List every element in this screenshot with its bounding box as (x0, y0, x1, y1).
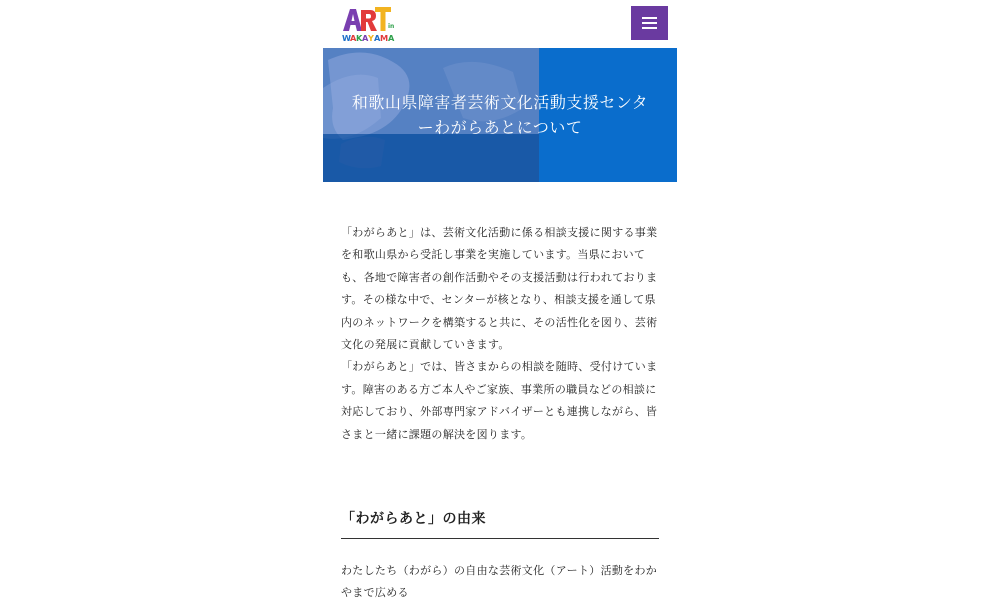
art-in-wakayama-logo-icon (341, 5, 399, 43)
intro-paragraph-1: 「わがらあと」は、芸術文化活動に係る相談支援に関する事業を和歌山県から受託し事業を実施しています。当県においても、各地で障害者の創作活動やその支援活動は行われております。その様な中で、センターが核となり、相談支援を通して県内のネットワークを構築すると共に、その活性化を図り、芸術文化の発展に貢献していきます。 (341, 226, 658, 352)
svg-text:in: in (388, 23, 395, 30)
page-title-line2: ーわがらあとについて (417, 118, 583, 137)
svg-text:A: A (374, 33, 381, 43)
intro-paragraph-2: 「わがらあと」では、皆さまからの相談を随時、受付けています。障害のある方ご本人やご家族、事業所の職員などの相談に対応しており、外部専門家アドバイザーとも連携しながら、皆さまと一緒に課題の解決を図ります。 (341, 360, 658, 441)
svg-text:K: K (356, 33, 363, 43)
svg-text:A: A (388, 33, 395, 43)
hero-banner (323, 48, 677, 182)
origin-heading: 「わがらあと」の由来 (341, 508, 659, 539)
svg-text:A: A (350, 33, 357, 43)
intro-section (341, 222, 659, 446)
site-header (323, 0, 677, 48)
svg-text:M: M (380, 33, 388, 43)
page-title (333, 90, 667, 140)
site-logo[interactable] (341, 5, 399, 43)
svg-text:A: A (362, 33, 369, 43)
origin-text: わたしたち（わがら）の自由な芸術文化（アート）活動をわかやまで広める (341, 564, 658, 600)
menu-button[interactable] (631, 6, 668, 40)
svg-text:W: W (342, 33, 351, 43)
content-column (323, 0, 677, 605)
page-title-line1: 和歌山県障害者芸術文化活動支援センタ (351, 93, 649, 112)
svg-text:Y: Y (368, 33, 374, 43)
